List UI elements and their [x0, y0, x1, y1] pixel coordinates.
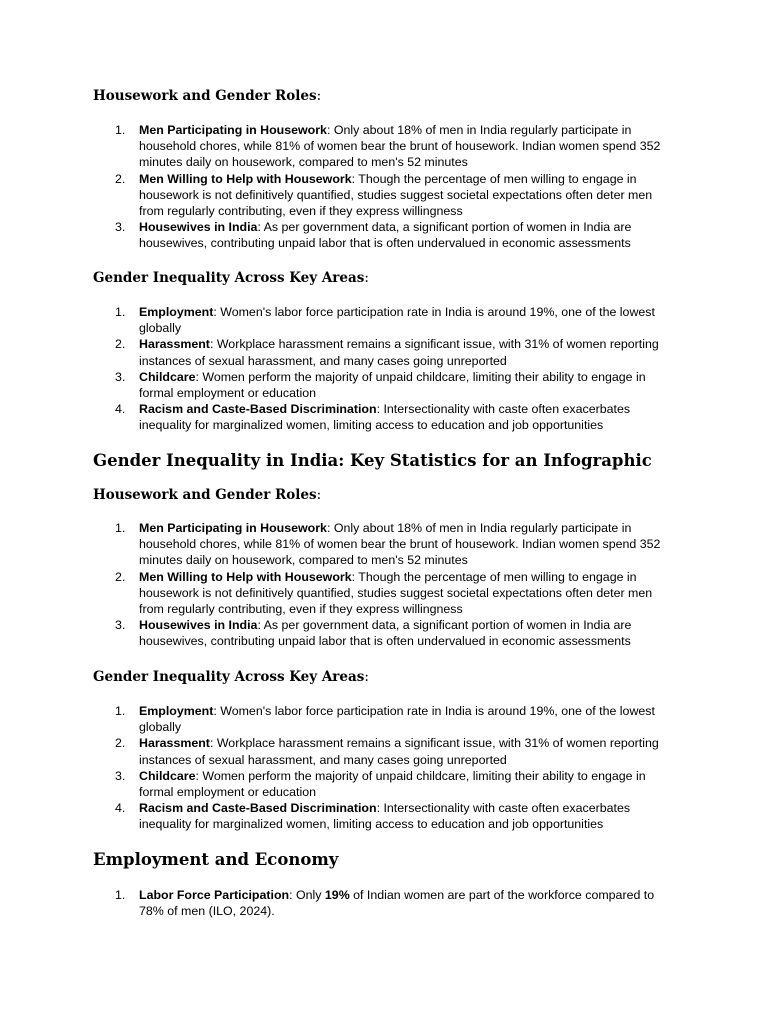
list-item: 2. Men Willing to Help with Housework: Though the percentage of men willing to engage in housework is not definitively quantified, studies suggest societal expectations often deter men from regularly contributing, even if they express willingness	[115, 569, 653, 617]
list-item: 4. Racism and Caste-Based Discrimination: Intersectionality with caste often exacerbates inequality for marginalized women, limiting access to education and job opportunities	[115, 801, 631, 832]
list-item: 1. Employment: Women's labor force participation rate in India is around 19%, one of the lowest globally	[115, 704, 655, 735]
housework-list-2	[93, 520, 673, 650]
list-item: 1. Men Participating in Housework: Only about 18% of men in India regularly participate in household chores, while 81% of women bear the brunt of housework. Indian women spend 352 minutes daily on housework, compared to men's 52 minutes	[115, 521, 661, 568]
section-heading-housework-1: Housework and Gender Roles:	[93, 88, 322, 104]
list-item: 3. Housewives in India: As per government data, a significant portion of women in India are housewives, contributing unpaid labor that is often undervalued in economic assessments	[115, 220, 632, 251]
list-item: 2. Harassment: Workplace harassment remains a significant issue, with 31% of women reporting instances of sexual harassment, and many cases going unreported	[115, 337, 659, 368]
list-item: 1. Employment: Women's labor force participation rate in India is around 19%, one of the lowest globally	[115, 305, 655, 336]
list-item: 2. Harassment: Workplace harassment remains a significant issue, with 31% of women reporting instances of sexual harassment, and many cases going unreported	[115, 736, 659, 767]
list-item: 2. Men Willing to Help with Housework: Though the percentage of men willing to engage in housework is not definitively quantified, studies suggest societal expectations often deter men from regularly contributing, even if they express willingness	[115, 171, 653, 219]
housework-list-1	[93, 122, 673, 252]
employment-heading: Employment and Economy	[93, 850, 339, 869]
document-title: Gender Inequality in India: Key Statistics for an Infographic	[93, 451, 652, 470]
list-item: 1. Labor Force Participation: Only 19% of Indian women are part of the workforce compared to 78% of men (ILO, 2024).	[115, 888, 655, 919]
list-item: 4. Racism and Caste-Based Discrimination: Intersectionality with caste often exacerbates inequality for marginalized women, limiting access to education and job opportunities	[115, 402, 631, 433]
list-item: 3. Childcare: Women perform the majority of unpaid childcare, limiting their ability to engage in formal employment or education	[115, 369, 646, 401]
section-heading-inequality-1: Gender Inequality Across Key Areas:	[93, 270, 369, 286]
section-heading-inequality-2: Gender Inequality Across Key Areas:	[93, 669, 369, 685]
list-item: 3. Childcare: Women perform the majority of unpaid childcare, limiting their ability to engage in formal employment or education	[115, 768, 646, 800]
inequality-list-2	[93, 703, 673, 833]
list-item: 3. Housewives in India: As per government data, a significant portion of women in India are housewives, contributing unpaid labor that is often undervalued in economic assessments	[115, 618, 632, 649]
list-item: 1. Men Participating in Housework: Only about 18% of men in India regularly participate in household chores, while 81% of women bear the brunt of housework. Indian women spend 352 minutes daily on housework, compared to men's 52 minutes	[115, 123, 661, 170]
inequality-list-1	[93, 304, 673, 434]
employment-list	[93, 887, 673, 919]
section-heading-housework-2: Housework and Gender Roles:	[93, 487, 322, 503]
